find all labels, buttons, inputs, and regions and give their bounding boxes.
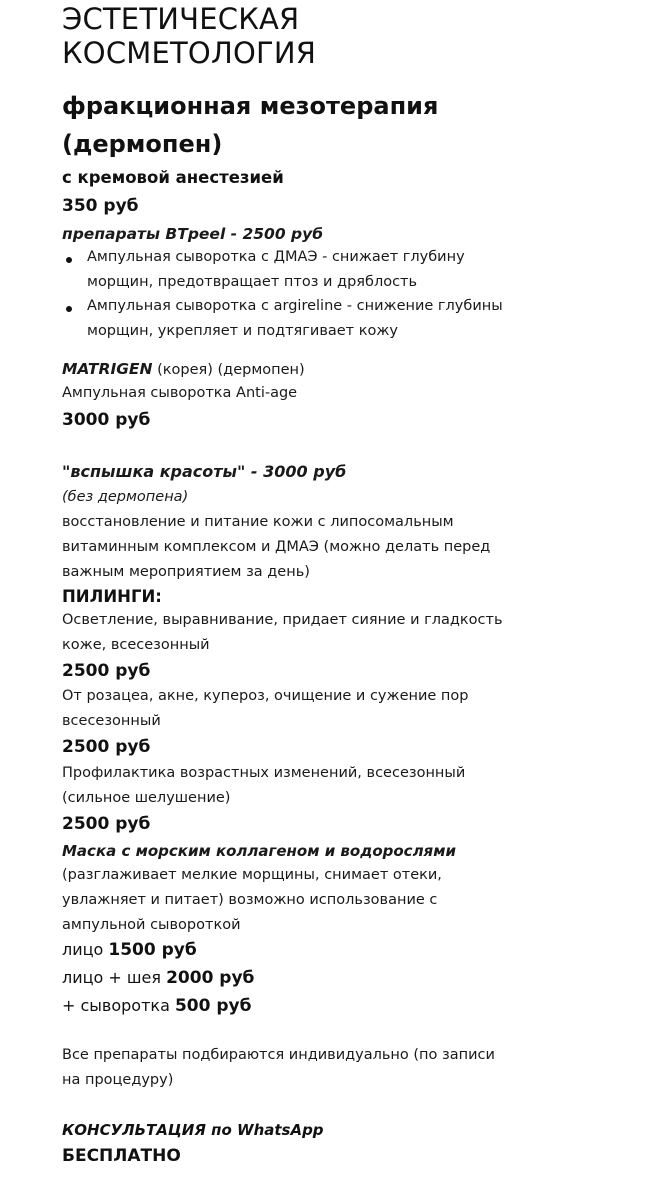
peel-1-line-1: Осветление, выравнивание, придает сияние и гладкость — [62, 612, 503, 628]
mesotherapy-heading-line-1: фракционная мезотерапия — [62, 92, 439, 120]
footer-note-line-1: Все препараты подбираются индивидуально (по записи — [62, 1047, 495, 1063]
bullet-dot — [66, 257, 72, 263]
matrigen-line — [62, 360, 305, 378]
mask-desc-line-2: увлажняет и питает) возможно использование с — [62, 892, 438, 908]
bullet-dot — [66, 306, 72, 312]
matrigen-name: MATRIGEN — [62, 360, 153, 378]
mask-option-serum — [62, 996, 252, 1016]
flash-desc-line-2: витаминным комплексом и ДМАЭ (можно делать перед — [62, 539, 491, 555]
mask-title: Маска с морским коллагеном и водорослями — [62, 842, 456, 860]
consultation-label: КОНСУЛЬТАЦИЯ — [62, 1121, 206, 1139]
mesotherapy-heading-line-2: (дермопен) — [62, 130, 223, 158]
bullet-1-line-1: Ампульная сыворотка с ДМАЭ - снижает глубину — [87, 249, 465, 265]
page-title-line-1: ЭСТЕТИЧЕСКАЯ — [62, 2, 300, 36]
peel-2-line-2: всесезонный — [62, 713, 161, 729]
footer-note-line-2: на процедуру) — [62, 1072, 174, 1088]
matrigen-details: (корея) (дермопен) — [152, 362, 305, 378]
mask-option-face — [62, 940, 197, 960]
peel-3-line-2: (сильное шелушение) — [62, 790, 231, 806]
peel-3-price: 2500 руб — [62, 814, 151, 834]
mask-option-price: 2000 руб — [166, 968, 255, 988]
peel-1-line-2: коже, всесезонный — [62, 637, 210, 653]
mask-option-label: + сыворотка — [62, 996, 175, 1015]
mesotherapy-preparations: препараты BTpeel - 2500 руб — [62, 225, 324, 243]
flash-desc-line-1: восстановление и питание кожи с липосомальным — [62, 514, 454, 530]
mask-option-price: 500 руб — [174, 996, 252, 1016]
mask-option-face-neck — [62, 968, 254, 988]
consultation-line — [62, 1121, 324, 1139]
peels-heading: ПИЛИНГИ: — [62, 587, 162, 606]
mask-desc-line-1: (разглаживает мелкие морщины, снимает отеки, — [62, 867, 442, 883]
bullet-1-line-2: морщин, предотвращает птоз и дряблость — [87, 274, 418, 290]
bullet-2-line-2: морщин, укрепляет и подтягивает кожу — [87, 323, 399, 339]
mesotherapy-price: 350 руб — [62, 196, 139, 216]
matrigen-description: Ампульная сыворотка Anti-age — [62, 385, 298, 401]
mask-option-label: лицо + шея — [62, 968, 167, 987]
flash-note: (без дермопена) — [62, 489, 189, 505]
peel-2-line-1: От розацеа, акне, купероз, очищение и сужение пор — [62, 688, 469, 704]
bullet-2-line-1: Ампульная сыворотка с argireline - снижение глубины — [87, 298, 503, 314]
flash-title: "вспышка красоты" - 3000 руб — [62, 462, 347, 481]
mesotherapy-subheading: с кремовой анестезией — [62, 168, 284, 187]
peel-2-price: 2500 руб — [62, 737, 151, 757]
flash-desc-line-3: важным мероприятием за день) — [62, 564, 310, 580]
mask-desc-line-3: ампульной сывороткой — [62, 917, 241, 933]
peel-3-line-1: Профилактика возрастных изменений, всесезонный — [62, 765, 466, 781]
matrigen-price: 3000 руб — [62, 410, 151, 430]
consultation-free: БЕСПЛАТНО — [62, 1146, 181, 1166]
consultation-channel: по WhatsApp — [205, 1121, 324, 1139]
page-title-line-2: КОСМЕТОЛОГИЯ — [62, 36, 317, 70]
mask-option-label: лицо — [62, 940, 109, 959]
peel-1-price: 2500 руб — [62, 661, 151, 681]
mask-option-price: 1500 руб — [108, 940, 197, 960]
